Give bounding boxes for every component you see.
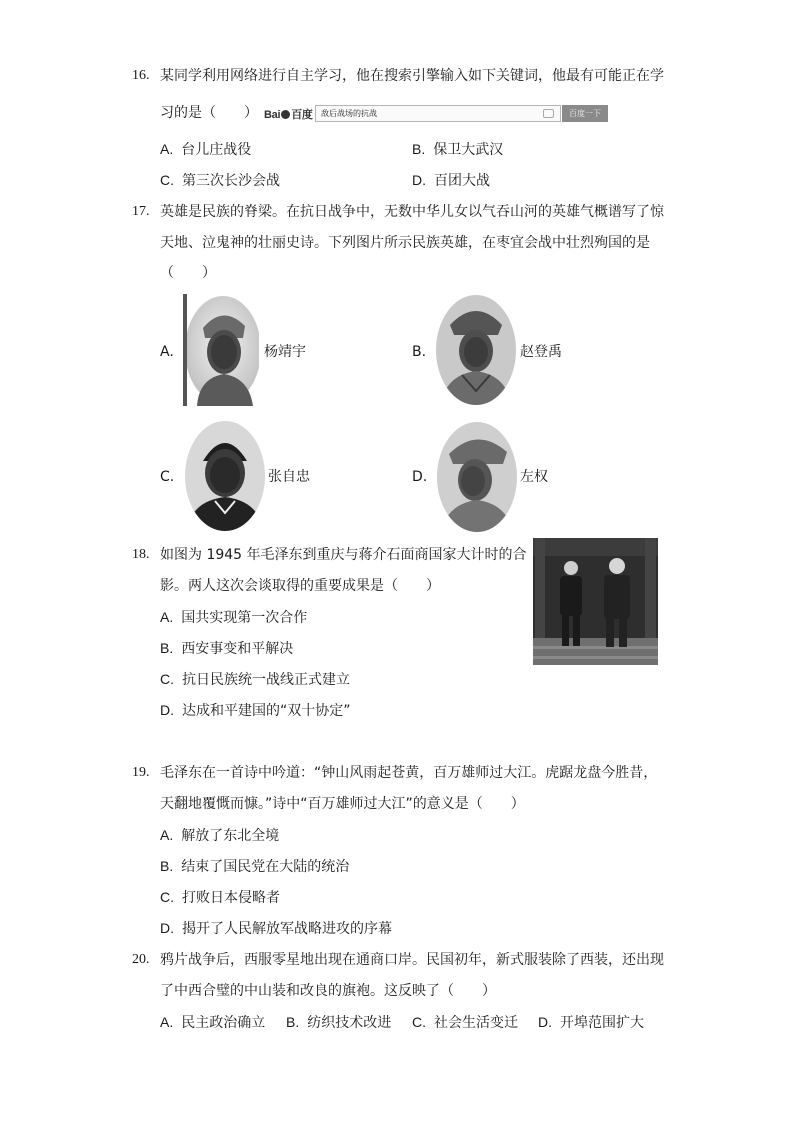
option-letter: C. <box>412 1014 426 1030</box>
option-letter: B. <box>160 858 174 874</box>
option-letter: D. <box>160 920 174 936</box>
option-text: 开埠范围扩大 <box>560 1015 644 1031</box>
option-text: 百团大战 <box>434 173 490 189</box>
option-b <box>160 638 293 659</box>
option-text: 达成和平建国的“双十协定” <box>182 703 351 719</box>
paw-icon <box>281 110 290 119</box>
option-a <box>160 139 251 160</box>
option-letter: D. <box>412 469 428 485</box>
search-query: 敌后战场的抗战 <box>321 109 377 118</box>
option-b <box>160 856 349 877</box>
option-text: 解放了东北全境 <box>181 828 280 844</box>
option-text: 国共实现第一次合作 <box>181 610 308 626</box>
option-a <box>160 607 307 628</box>
search-screenshot <box>264 105 610 122</box>
hero-name: 张自忠 <box>268 469 310 485</box>
question-stem-line: 了中西合璧的中山装和改良的旗袍。这反映了（ ） <box>160 983 496 999</box>
hero-name: 左权 <box>520 469 548 485</box>
option-c <box>160 669 350 690</box>
option-letter: B. <box>412 141 426 157</box>
search-button: 百度一下 <box>562 105 608 122</box>
option-text: 民主政治确立 <box>181 1015 266 1031</box>
question-stem-line: 毛泽东在一首诗中吟道：“钟山风雨起苍黄，百万雄师过大江。虎踞龙盘今胜昔， <box>160 765 658 781</box>
option-letter: A. <box>160 1014 174 1030</box>
option-text: 结束了国民党在大陆的统治 <box>181 859 350 875</box>
option-text: 打败日本侵略者 <box>182 890 280 906</box>
question-number: 20. <box>132 952 150 967</box>
option-c <box>160 887 280 908</box>
question-stem-line: 英雄是民族的脊梁。在抗日战争中，无数中华儿女以气吞山河的英雄气概谱写了惊 <box>160 204 664 220</box>
option-letter: A. <box>160 141 174 157</box>
historical-photo <box>533 538 658 665</box>
option-c <box>412 1012 518 1033</box>
question-stem-line: 天翻地覆慨而慷。”诗中“百万雄师过大江”的意义是（ ） <box>160 796 525 812</box>
option-text: 第三次长沙会战 <box>182 173 280 189</box>
option-letter: B. <box>160 640 174 656</box>
option-d <box>160 918 392 939</box>
question-stem-line: （ ） <box>160 265 216 281</box>
option-d <box>160 700 351 721</box>
question-number: 16. <box>132 68 150 83</box>
question-number: 17. <box>132 204 150 219</box>
question-stem-line: 天地、泣鬼神的壮丽史诗。下列图片所示民族英雄，在枣宜会战中壮烈殉国的是 <box>160 235 650 251</box>
option-b <box>286 1012 391 1033</box>
option-letter: C. <box>160 889 174 905</box>
option-letter: A. <box>160 609 174 625</box>
logo-text: 百度 <box>291 109 313 121</box>
option-text: 抗日民族统一战线正式建立 <box>182 672 350 688</box>
question-stem-line: 影。两人这次会谈取得的重要成果是（ ） <box>160 578 440 594</box>
option-letter: C. <box>160 172 174 188</box>
option-letter: A. <box>160 827 174 843</box>
portrait-photo-b <box>436 295 516 405</box>
portrait-photo-c <box>185 421 265 531</box>
option-c <box>160 170 280 191</box>
option-b <box>412 139 503 160</box>
option-d <box>538 1012 644 1033</box>
camera-icon <box>543 109 554 118</box>
question-stem-line: 某同学利用网络进行自主学习，他在搜索引擎输入如下关键词，他最有可能正在学 <box>160 68 664 84</box>
option-letter: B. <box>286 1014 300 1030</box>
option-text: 西安事变和平解决 <box>181 641 294 657</box>
option-letter: A. <box>160 344 174 360</box>
option-letter: B. <box>412 344 427 360</box>
option-text: 揭开了人民解放军战略进攻的序幕 <box>182 921 392 937</box>
portrait-photo-d <box>437 422 517 532</box>
search-input <box>315 105 561 122</box>
option-letter: D. <box>538 1014 552 1030</box>
option-text: 台儿庄战役 <box>181 142 252 158</box>
logo-text: Bai <box>264 109 281 121</box>
question-number: 19. <box>132 765 150 780</box>
option-letter: C. <box>160 671 174 687</box>
option-text: 纺织技术改进 <box>307 1015 392 1031</box>
option-a <box>160 825 279 846</box>
option-letter: D. <box>412 172 426 188</box>
hero-name: 杨靖宇 <box>264 344 306 360</box>
question-stem-line: 如图为 1945 年毛泽东到重庆与蒋介石面商国家大计时的合 <box>160 547 527 563</box>
question-stem-line: 习的是（ ） <box>160 105 258 121</box>
option-text: 社会生活变迁 <box>434 1015 518 1031</box>
option-a <box>160 1012 265 1033</box>
option-letter: D. <box>160 702 174 718</box>
question-stem-line: 鸦片战争后，西服零星地出现在通商口岸。民国初年，新式服装除了西装，还出现 <box>160 952 664 968</box>
portrait-photo-a <box>183 294 259 406</box>
option-d <box>412 170 490 191</box>
question-number: 18. <box>132 547 150 562</box>
option-letter: C. <box>160 469 175 485</box>
hero-name: 赵登禹 <box>520 344 562 360</box>
baidu-logo <box>264 106 313 122</box>
option-text: 保卫大武汉 <box>433 142 504 158</box>
